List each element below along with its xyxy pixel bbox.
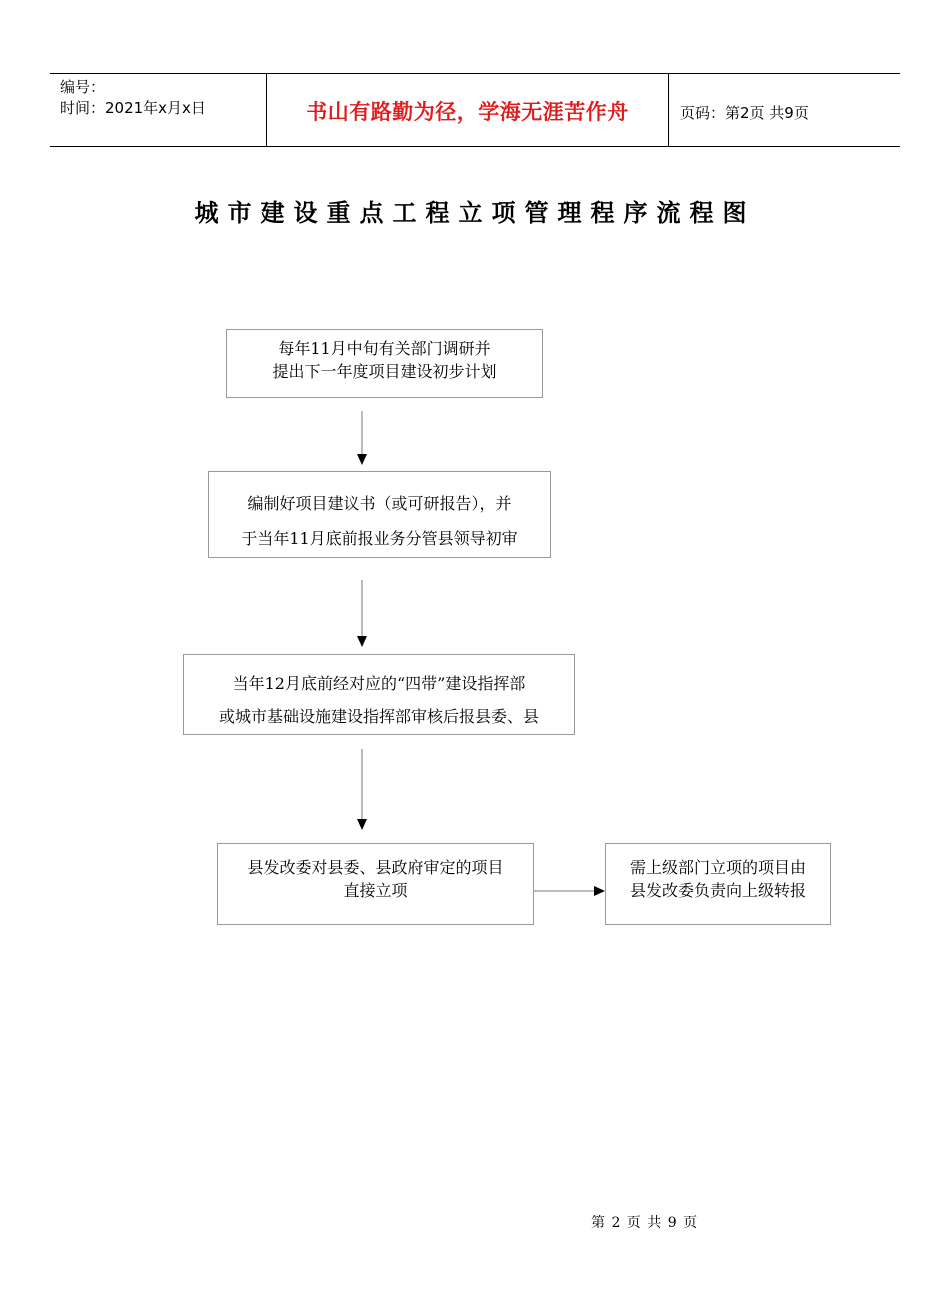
header-number-label: 编号：: [60, 78, 106, 96]
flow-step-4-box: [217, 843, 534, 925]
header-motto: 书山有路勤为径，学海无涯苦作舟: [306, 100, 629, 124]
arrow-right: [534, 884, 606, 898]
flow-step-1-line-2: 提出下一年度项目建设初步计划: [272, 362, 497, 381]
flow-step-5-box: [605, 843, 831, 925]
flow-step-5-line-1: 需上级部门立项的项目由: [629, 858, 806, 877]
header-bottom-rule: [50, 146, 900, 147]
flow-step-4-line-2: 直接立项: [343, 881, 408, 900]
header-time-label: 时间：2021年x月x日: [60, 99, 206, 117]
arrow-down-3: [355, 749, 369, 831]
header-divider-right: [668, 73, 669, 147]
flow-step-1-box: [226, 329, 543, 398]
flow-step-4-line-1: 县发改委对县委、县政府审定的项目: [247, 858, 504, 877]
header-page-info: 页码：第2页 共9页: [680, 104, 809, 122]
flow-step-3-box: [183, 654, 575, 735]
flow-step-3-line-1: 当年12月底前经对应的“四带”建设指挥部: [232, 674, 526, 693]
document-title: 城市建设重点工程立项管理程序流程图: [194, 198, 756, 227]
flow-step-1-line-1: 每年11月中旬有关部门调研并: [278, 339, 491, 358]
page-footer: 第 2 页 共 9 页: [591, 1215, 699, 1231]
flow-step-2-box: [208, 471, 551, 558]
arrow-down-1: [355, 411, 369, 466]
flow-step-5-line-2: 县发改委负责向上级转报: [629, 881, 806, 900]
header-top-rule: [50, 73, 900, 74]
arrow-down-2: [355, 580, 369, 648]
flow-step-2-line-1: 编制好项目建议书（或可研报告），并: [247, 494, 512, 513]
flow-step-3-line-2: 或城市基础设施建设指挥部审核后报县委、县: [218, 707, 539, 726]
flow-step-2-line-2: 于当年11月底前报业务分管县领导初审: [241, 529, 518, 548]
